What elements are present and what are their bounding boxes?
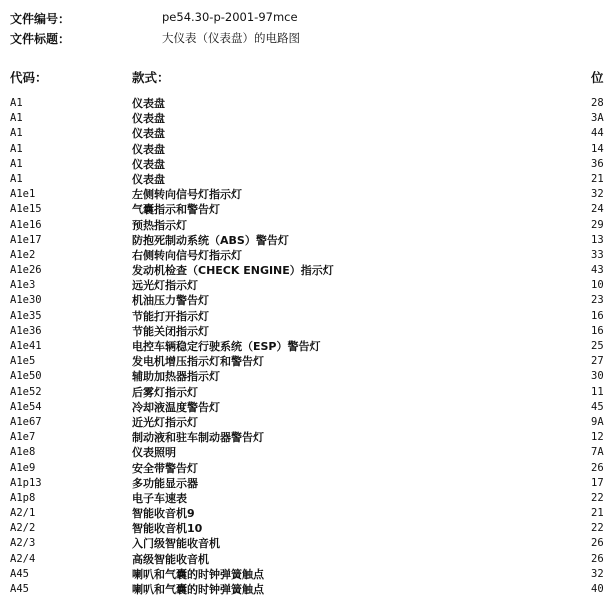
component-name: 防抱死制动系统（ABS）警告灯 (132, 233, 289, 247)
table-row (0, 233, 604, 248)
component-position: 26 (591, 537, 604, 550)
component-position: 32 (591, 567, 604, 580)
component-name: 仪表盘 (132, 112, 165, 126)
table-row (0, 491, 604, 506)
table-row (0, 369, 604, 384)
component-code: A1e15 (10, 203, 42, 216)
component-code: A2/2 (10, 522, 36, 535)
table-row (0, 248, 604, 263)
component-code: A1 (10, 97, 23, 109)
table-row (0, 142, 604, 157)
component-position: 24 (591, 203, 604, 216)
component-name: 喇叭和气囊的时钟弹簧触点 (132, 567, 264, 581)
component-code: A1e30 (10, 294, 42, 307)
component-code: A1p8 (10, 491, 36, 504)
component-code: A1p13 (10, 476, 42, 489)
component-position: 14 (591, 142, 604, 155)
component-name: 预热指示灯 (132, 218, 187, 232)
component-position: 40 (591, 583, 604, 595)
table-row (0, 324, 604, 339)
table-row (0, 111, 604, 126)
table-row (0, 582, 604, 597)
component-position: 30 (591, 370, 604, 383)
component-position: 22 (591, 491, 604, 504)
component-name: 仪表盘 (132, 157, 165, 171)
component-code: A1e3 (10, 279, 36, 292)
table-row (0, 218, 604, 233)
component-code: A1e1 (10, 188, 36, 201)
table-row (0, 96, 604, 111)
component-name: 制动液和驻车制动器警告灯 (132, 431, 264, 445)
component-position: 21 (591, 507, 604, 520)
component-position: 12 (591, 431, 604, 444)
component-name: 冷却液温度警告灯 (132, 400, 220, 414)
component-name: 入门级智能收音机 (132, 537, 220, 551)
component-position: 26 (591, 552, 604, 565)
component-code: A1e52 (10, 385, 42, 398)
component-name: 电子车速表 (132, 491, 187, 505)
component-position: 28 (591, 97, 604, 109)
component-position: 23 (591, 294, 604, 307)
component-code: A1e2 (10, 248, 36, 261)
component-code: A1e7 (10, 431, 36, 444)
component-position: 25 (591, 340, 604, 352)
component-position: 33 (591, 248, 604, 261)
component-name: 仪表照明 (132, 446, 176, 460)
table-row (0, 339, 604, 354)
component-name: 电控车辆稳定行驶系统（ESP）警告灯 (132, 340, 321, 353)
component-name: 后雾灯指示灯 (132, 385, 198, 399)
component-code: A45 (10, 583, 29, 595)
file-title-label: 文件标题： (10, 32, 71, 46)
component-position: 17 (591, 476, 604, 489)
table-row (0, 126, 604, 141)
table-row (0, 385, 604, 400)
component-position: 9A (591, 415, 604, 428)
component-position: 7A (591, 446, 604, 459)
component-code: A1e41 (10, 340, 42, 352)
component-name: 近光灯指示灯 (132, 415, 198, 429)
table-row (0, 415, 604, 430)
component-code: A1e17 (10, 233, 42, 246)
component-code: A1 (10, 112, 23, 125)
table-row (0, 202, 604, 217)
component-code: A45 (10, 567, 29, 580)
component-list (0, 96, 604, 597)
component-name: 智能收音机10 (132, 522, 203, 536)
component-position: 36 (591, 157, 604, 170)
component-code: A1e67 (10, 415, 42, 428)
component-code: A2/1 (10, 507, 36, 520)
component-code: A1e26 (10, 264, 42, 277)
component-name: 仪表盘 (132, 172, 165, 186)
table-row (0, 400, 604, 415)
component-name: 机油压力警告灯 (132, 294, 209, 308)
component-position: 45 (591, 400, 604, 413)
component-code: A1e16 (10, 218, 42, 231)
name-column-header: 款式： (132, 70, 170, 85)
component-position: 13 (591, 233, 604, 246)
component-name: 仪表盘 (132, 97, 165, 110)
component-position: 29 (591, 218, 604, 231)
component-position: 21 (591, 172, 604, 185)
component-name: 节能打开指示灯 (132, 309, 209, 323)
component-position: 16 (591, 324, 604, 337)
component-name: 气囊指示和警告灯 (132, 203, 220, 217)
component-name: 发动机检查（CHECK ENGINE）指示灯 (132, 264, 334, 278)
component-code: A1 (10, 172, 23, 185)
component-position: 22 (591, 522, 604, 535)
component-code: A2/3 (10, 537, 36, 550)
component-position: 44 (591, 127, 604, 140)
table-row (0, 552, 604, 567)
component-name: 远光灯指示灯 (132, 279, 198, 293)
component-position: 11 (591, 385, 604, 398)
component-name: 喇叭和气囊的时钟弹簧触点 (132, 583, 264, 596)
component-code: A1 (10, 157, 23, 170)
code-column-header: 代码： (10, 70, 48, 85)
table-row (0, 536, 604, 551)
component-code: A1e5 (10, 355, 36, 368)
component-code: A1e8 (10, 446, 36, 459)
position-column-header: 位 (591, 70, 604, 85)
table-row (0, 309, 604, 324)
component-position: 32 (591, 188, 604, 201)
table-row (0, 461, 604, 476)
component-name: 高级智能收音机 (132, 552, 209, 566)
component-name: 右侧转向信号灯指示灯 (132, 248, 242, 262)
table-row (0, 293, 604, 308)
component-position: 16 (591, 309, 604, 322)
component-code: A1e35 (10, 309, 42, 322)
table-row (0, 172, 604, 187)
component-position: 3A (591, 112, 604, 125)
component-code: A1e36 (10, 324, 42, 337)
component-code: A1 (10, 142, 23, 155)
component-code: A1e9 (10, 461, 36, 474)
component-code: A1e50 (10, 370, 42, 383)
component-name: 节能关闭指示灯 (132, 324, 209, 338)
table-row (0, 567, 604, 582)
file-title-value: 大仪表（仪表盘）的电路图 (162, 31, 300, 45)
table-row (0, 521, 604, 536)
component-name: 智能收音机9 (132, 507, 195, 521)
component-position: 26 (591, 461, 604, 474)
component-code: A1e54 (10, 400, 42, 413)
component-name: 辅助加热器指示灯 (132, 370, 220, 384)
file-number-label: 文件编号： (10, 12, 71, 26)
component-name: 左侧转向信号灯指示灯 (132, 188, 242, 202)
table-row (0, 445, 604, 460)
component-position: 27 (591, 355, 604, 368)
table-row (0, 506, 604, 521)
table-row (0, 354, 604, 369)
component-name: 多功能显示器 (132, 476, 198, 490)
table-row (0, 430, 604, 445)
component-code: A2/4 (10, 552, 36, 565)
table-row (0, 476, 604, 491)
component-position: 43 (591, 264, 604, 277)
table-row (0, 278, 604, 293)
component-code: A1 (10, 127, 23, 140)
component-name: 安全带警告灯 (132, 461, 198, 475)
component-position: 10 (591, 279, 604, 292)
component-name: 发电机增压指示灯和警告灯 (132, 355, 264, 369)
table-row (0, 263, 604, 278)
component-name: 仪表盘 (132, 127, 165, 141)
table-row (0, 157, 604, 172)
table-row (0, 187, 604, 202)
file-number-value: pe54.30-p-2001-97mce (162, 10, 298, 24)
component-name: 仪表盘 (132, 142, 165, 156)
